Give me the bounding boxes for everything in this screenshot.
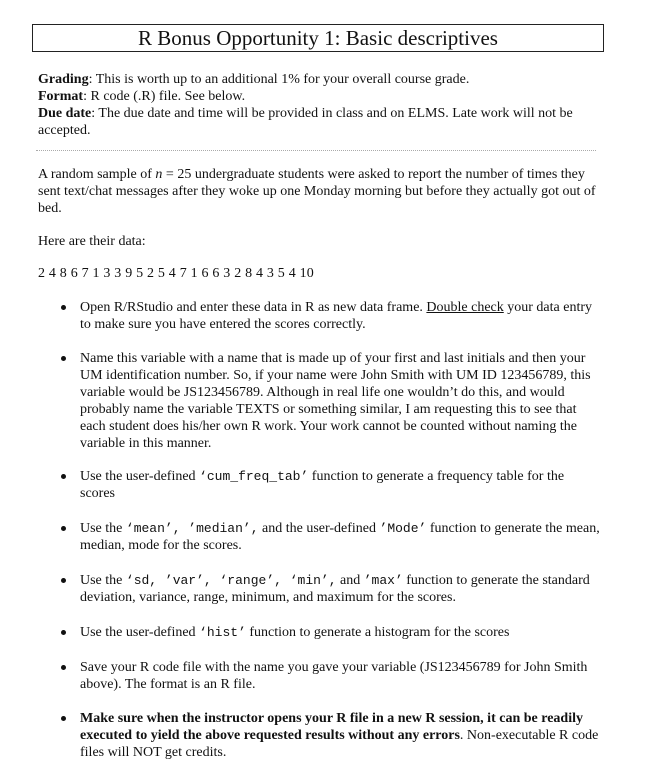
b5-text-b: and [336,573,364,588]
b5-code-2: ’max’ [363,573,403,588]
assignment-meta [38,71,608,139]
format-label: Format [38,89,84,104]
instruction-item-central-tendency [80,520,602,554]
b2-text: Name this variable with a name that is made up of your first and last initials and then your UM identification number. So, if your name were John Smith with UM ID 123456789, this variable would be JS123456789. Although in real life one wouldn’t do this, and would probably name the variable TEXTS or something similar, I am requesting this to see that each student does his/her own R work. Your work cannot be counted without naming the variable in this manner. [80,351,591,451]
format-line [38,88,608,105]
data-values: 2 4 8 6 7 1 3 3 9 5 2 5 4 7 1 6 6 3 2 8 4 3 5 4 10 [38,266,314,281]
b3-code: ‘cum_freq_tab’ [199,469,309,484]
b3-text-a: Use the user-defined [80,469,200,484]
divider [36,150,596,151]
b1-text-a: Open R/RStudio and enter these data in R as new data frame. [80,300,427,315]
b8-rest: . Non-executable R code files will NOT get credits. [80,728,599,760]
grading-label: Grading [38,72,89,87]
b1-underline: Double check [426,300,504,315]
instruction-item-variability [80,572,602,606]
page-title: R Bonus Opportunity 1: Basic descriptives [32,24,604,52]
b3-text-b: function to generate a frequency table for the scores [80,469,565,501]
due-date-text: : The due date and time will be provided in class and on ELMS. Late work will not be accepted. [38,106,573,138]
b6-text-b: function to generate a histogram for the scores [245,625,510,640]
b6-code: ‘hist’ [199,625,246,640]
grading-line [38,71,608,88]
b4-text-b: and the user-defined [258,521,380,536]
format-text: : R code (.R) file. See below. [83,89,246,104]
b4-code-2: ’Mode’ [379,521,427,536]
b1-text-b: your data entry to make sure you have entered the scores correctly. [80,300,593,332]
grading-text: : This is worth up to an additional 1% for your overall course grade. [88,72,470,87]
b4-text-c: function to generate the mean, median, mode for the scores. [80,521,600,553]
b7-text: Save your R code file with the name you gave your variable (JS123456789 for John Smith above). The format is an R file. [80,660,588,692]
instruction-item-name-variable [80,350,602,452]
b6-text-a: Use the user-defined [80,625,200,640]
data-heading: Here are their data: [38,234,146,249]
intro-post: = 25 undergraduate students were asked to report the number of times they sent text/chat messages after they woke up one Monday morning but before they actually got out of bed. [38,167,596,216]
b5-text-c: function to generate the standard deviation, variance, range, minimum, and maximum for the scores. [80,573,590,605]
due-date-line [38,105,608,139]
instruction-item-executable [80,710,602,761]
instruction-item-save-file [80,659,602,693]
instruction-item-open-r [80,299,602,333]
b5-code-1: ‘sd, ’var’, ‘range’, ‘min’, [125,573,337,588]
instruction-item-freq-table [80,468,602,502]
intro-n: n [155,167,163,182]
b8-bold: Make sure when the instructor opens your R file in a new R session, it can be readily executed to yield the above requested results without any errors [80,711,583,743]
due-date-label: Due date [38,106,92,121]
b4-code-1: ‘mean’, ’median’, [125,521,259,536]
b4-text-a: Use the [80,521,126,536]
intro-paragraph [38,166,598,217]
b5-text-a: Use the [80,573,126,588]
intro-pre: A random sample of [38,167,156,182]
instruction-item-histogram [80,624,602,641]
